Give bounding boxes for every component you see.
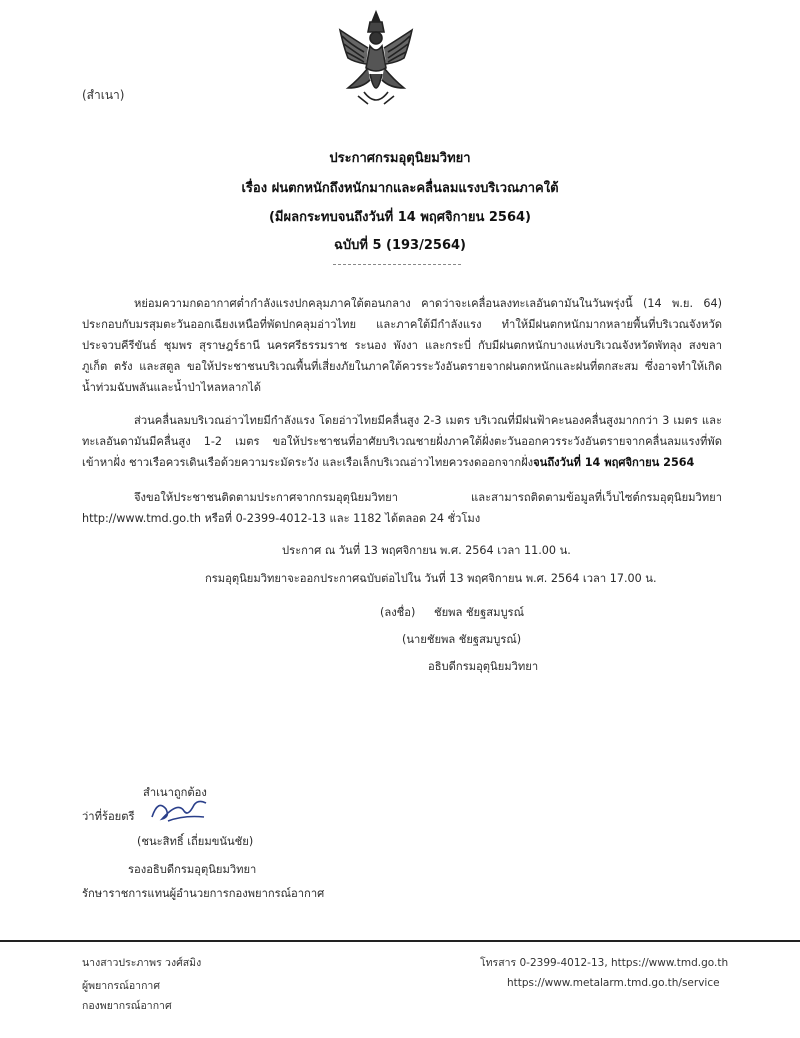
- footer-author-name: นางสาวประภาพร วงศ์สมิง: [82, 957, 202, 969]
- body-paragraph-1: หย่อมความกดอากาศต่ำกำลังแรงปกคลุมภาคใต้ตอนกลาง คาดว่าจะเคลื่อนลงทะเลอันดามันในวันพรุ่งนี้ (14 พ.ย. 64) ประกอบกับมรสุมตะวันออกเฉียงเหนือที่พัดปกคลุมอ่าวไทย และภาคใต้มีกำลังแรง ทำให้มีฝนตกหนักมากหลายพื้นที่บริเวณจังหวัดประจวบคีรีขันธ์ ชุมพร สุราษฎร์ธานี นครศรีธรรมราช ระนอง พังงา และกระบี่ กับมีฝนตกหนักบางแห่งบริเวณจังหวัดพัทลุง สงขลา ภูเก็ต ตรัง และสตูล ขอให้ประชาชนบริเวณพื้นที่เสี่ยงภัยในภาคใต้ควรระวังอันตรายจากฝนตกหนักและฝนที่ตกสะสม ซึ่งอาจทำให้เกิดน้ำท่วมฉับพลันและน้ำป่าไหลหลากได้: [82, 297, 722, 394]
- signature-full-name: (นายชัยพล ชัยฐสมบูรณ์): [402, 633, 522, 646]
- announcement-effect-period: (มีผลกระทบจนถึงวันที่ 14 พฤศจิกายน 2564): [268, 210, 531, 225]
- certified-rank-label: ว่าที่ร้อยตรี: [82, 810, 135, 823]
- footer-service-link[interactable]: https://www.metalarm.tmd.go.th/service: [507, 977, 720, 989]
- signed-name: ชัยพล ชัยฐสมบูรณ์: [434, 606, 524, 619]
- body-paragraph-2-text: ส่วนคลื่นลมบริเวณอ่าวไทยมีกำลังแรง โดยอ่าวไทยมีคลื่นสูง 2-3 เมตร บริเวณที่มีฝนฟ้าคะนองคลื่นสูงมากกว่า 3 เมตร และทะเลอันดามันมีคลื่นสูง 1-2 เมตร ขอให้ประชาชนที่อาศัยบริเวณชายฝั่งภาคใต้ฝั่งตะวันออกควรระวังอันตรายจากคลื่นลมแรงที่พัดเข้าหาฝั่ง ชาวเรือควรเดินเรือด้วยความระมัดระวัง และเรือเล็กบริเวณอ่าวไทยควรงดออกจากฝั่ง: [82, 414, 722, 469]
- copy-mark: (สำเนา): [82, 88, 125, 102]
- certified-name: (ชนะสิทธิ์ เถี่ยมขนันชัย): [137, 835, 254, 848]
- title-divider: [333, 264, 461, 265]
- certified-copy-heading: สำเนาถูกต้อง: [143, 786, 207, 799]
- footer-author-division: กองพยากรณ์อากาศ: [82, 1000, 172, 1012]
- body-paragraph-3: จึงขอให้ประชาชนติดตามประกาศจากกรมอุตุนิยมวิทยา และสามารถติดตามข้อมูลที่เว็บไซต์กรมอุตุนิยมวิทยา http://www.tmd.go.th หรือที่ 0-2399-4012-13 และ 1182 ได้ตลอด 24 ชั่วโมง: [82, 491, 722, 525]
- announcement-title: ประกาศกรมอุตุนิยมวิทยา: [329, 151, 471, 166]
- certified-acting-role: รักษาราชการแทนผู้อำนวยการกองพยากรณ์อากาศ: [82, 887, 325, 900]
- handwritten-signature-icon: [148, 795, 210, 825]
- announcement-issue-number: ฉบับที่ 5 (193/2564): [334, 238, 466, 253]
- announcement-subject: เรื่อง ฝนตกหนักถึงหนักมากและคลื่นลมแรงบริเวณภาคใต้: [241, 181, 559, 196]
- signed-label: (ลงชื่อ): [380, 606, 416, 619]
- body-paragraph-2-bold: จนถึงวันที่ 14 พฤศจิกายน 2564: [533, 456, 695, 469]
- garuda-emblem-icon: [334, 8, 418, 110]
- certified-position: รองอธิบดีกรมอุตุนิยมวิทยา: [128, 863, 257, 876]
- footer-author-role: ผู้พยากรณ์อากาศ: [82, 980, 160, 992]
- next-issue-notice: กรมอุตุนิยมวิทยาจะออกประกาศฉบับต่อไปใน วันที่ 13 พฤศจิกายน พ.ศ. 2564 เวลา 17.00 น.: [205, 572, 657, 585]
- body-paragraph-2: [82, 410, 722, 473]
- signature-position: อธิบดีกรมอุตุนิยมวิทยา: [428, 660, 539, 673]
- announced-datetime: ประกาศ ณ วันที่ 13 พฤศจิกายน พ.ศ. 2564 เวลา 11.00 น.: [282, 544, 571, 557]
- footer-divider: [0, 940, 800, 942]
- footer-contact: โทรสาร 0-2399-4012-13, https://www.tmd.go.th: [480, 957, 729, 969]
- signature-signed: [380, 603, 524, 621]
